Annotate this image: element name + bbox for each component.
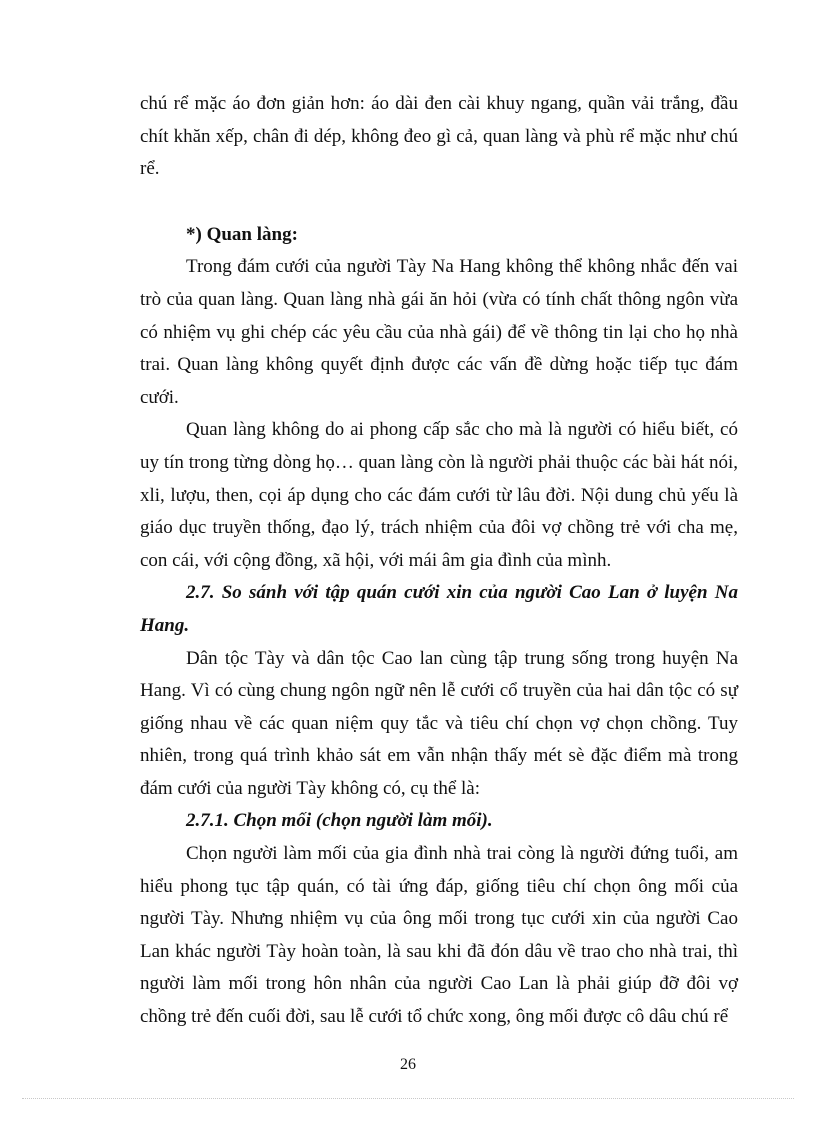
page-number: 26: [400, 1056, 416, 1073]
paragraph-comparison: Dân tộc Tày và dân tộc Cao lan cùng tập trung sống trong huyện Na Hang. Vì có cùng chung ngôn ngữ nên lễ cưới cổ truyền của hai dân tộc có sự giống nhau về các quan niệm quy tắc và tiêu chí chọn vợ chọn chồng. Tuy nhiên, trong quá trình khảo sát em vẫn nhận thấy mét sè đặc điểm mà trong đám cưới của người Tày không có, cụ thể là:: [140, 647, 738, 799]
section-heading-2-7: 2.7. So sánh với tập quán cưới xin của người Cao Lan ở luyện Na Hang.: [140, 582, 738, 636]
page-bottom-divider: [22, 1098, 794, 1099]
paragraph-quan-lang-role: Trong đám cưới của người Tày Na Hang không thể không nhắc đến vai trò của quan làng. Quan làng nhà gái ăn hỏi (vừa có tính chất thông ngôn vừa có nhiệm vụ ghi chép các yêu cầu của nhà gái) để về thông tin lại cho họ nhà trai. Quan làng không quyết định được các vấn đề dừng hoặc tiếp tục đám cưới.: [140, 256, 738, 408]
heading-quan-lang: *) Quan làng:: [186, 223, 298, 245]
section-heading-2-7-1: 2.7.1. Chọn mối (chọn người làm mối).: [186, 810, 493, 832]
paragraph-quan-lang-knowledge: Quan làng không do ai phong cấp sắc cho mà là người có hiểu biết, có uy tín trong từng dòng họ… quan làng còn là người phải thuộc các bài hát nói, xli, lượu, then, cọi áp dụng cho các đám cưới từ lâu đời. Nội dung chủ yếu là giáo dục truyền thống, đạo lý, trách nhiệm của đôi vợ chồng trẻ với cha mẹ, con cái, với cộng đồng, xã hội, với mái âm gia đình của mình.: [140, 419, 738, 571]
body-text: [140, 88, 738, 1034]
paragraph-continued: chú rể mặc áo đơn giản hơn: áo dài đen cài khuy ngang, quần vải trắng, đầu chít khăn xếp, chân đi dép, không đeo gì cả, quan làng và phù rể mặc như chú rể.: [140, 93, 738, 180]
paragraph-choosing-matchmaker: Chọn người làm mối của gia đình nhà trai còng là người đứng tuổi, am hiểu phong tục tập quán, có tài ứng đáp, giống tiêu chí chọn ông mối của người Tày. Nhưng nhiệm vụ của ông mối trong tục cưới xin của người Cao Lan khác người Tày hoàn toàn, là sau khi đã đón dâu về trao cho nhà trai, thì người làm mối trong hôn nhân của người Cao Lan là phải giúp đỡ đôi vợ chồng trẻ đến cuối đời, sau lễ cưới tổ chức xong, ông mối được cô dâu chú rể: [140, 843, 738, 1028]
